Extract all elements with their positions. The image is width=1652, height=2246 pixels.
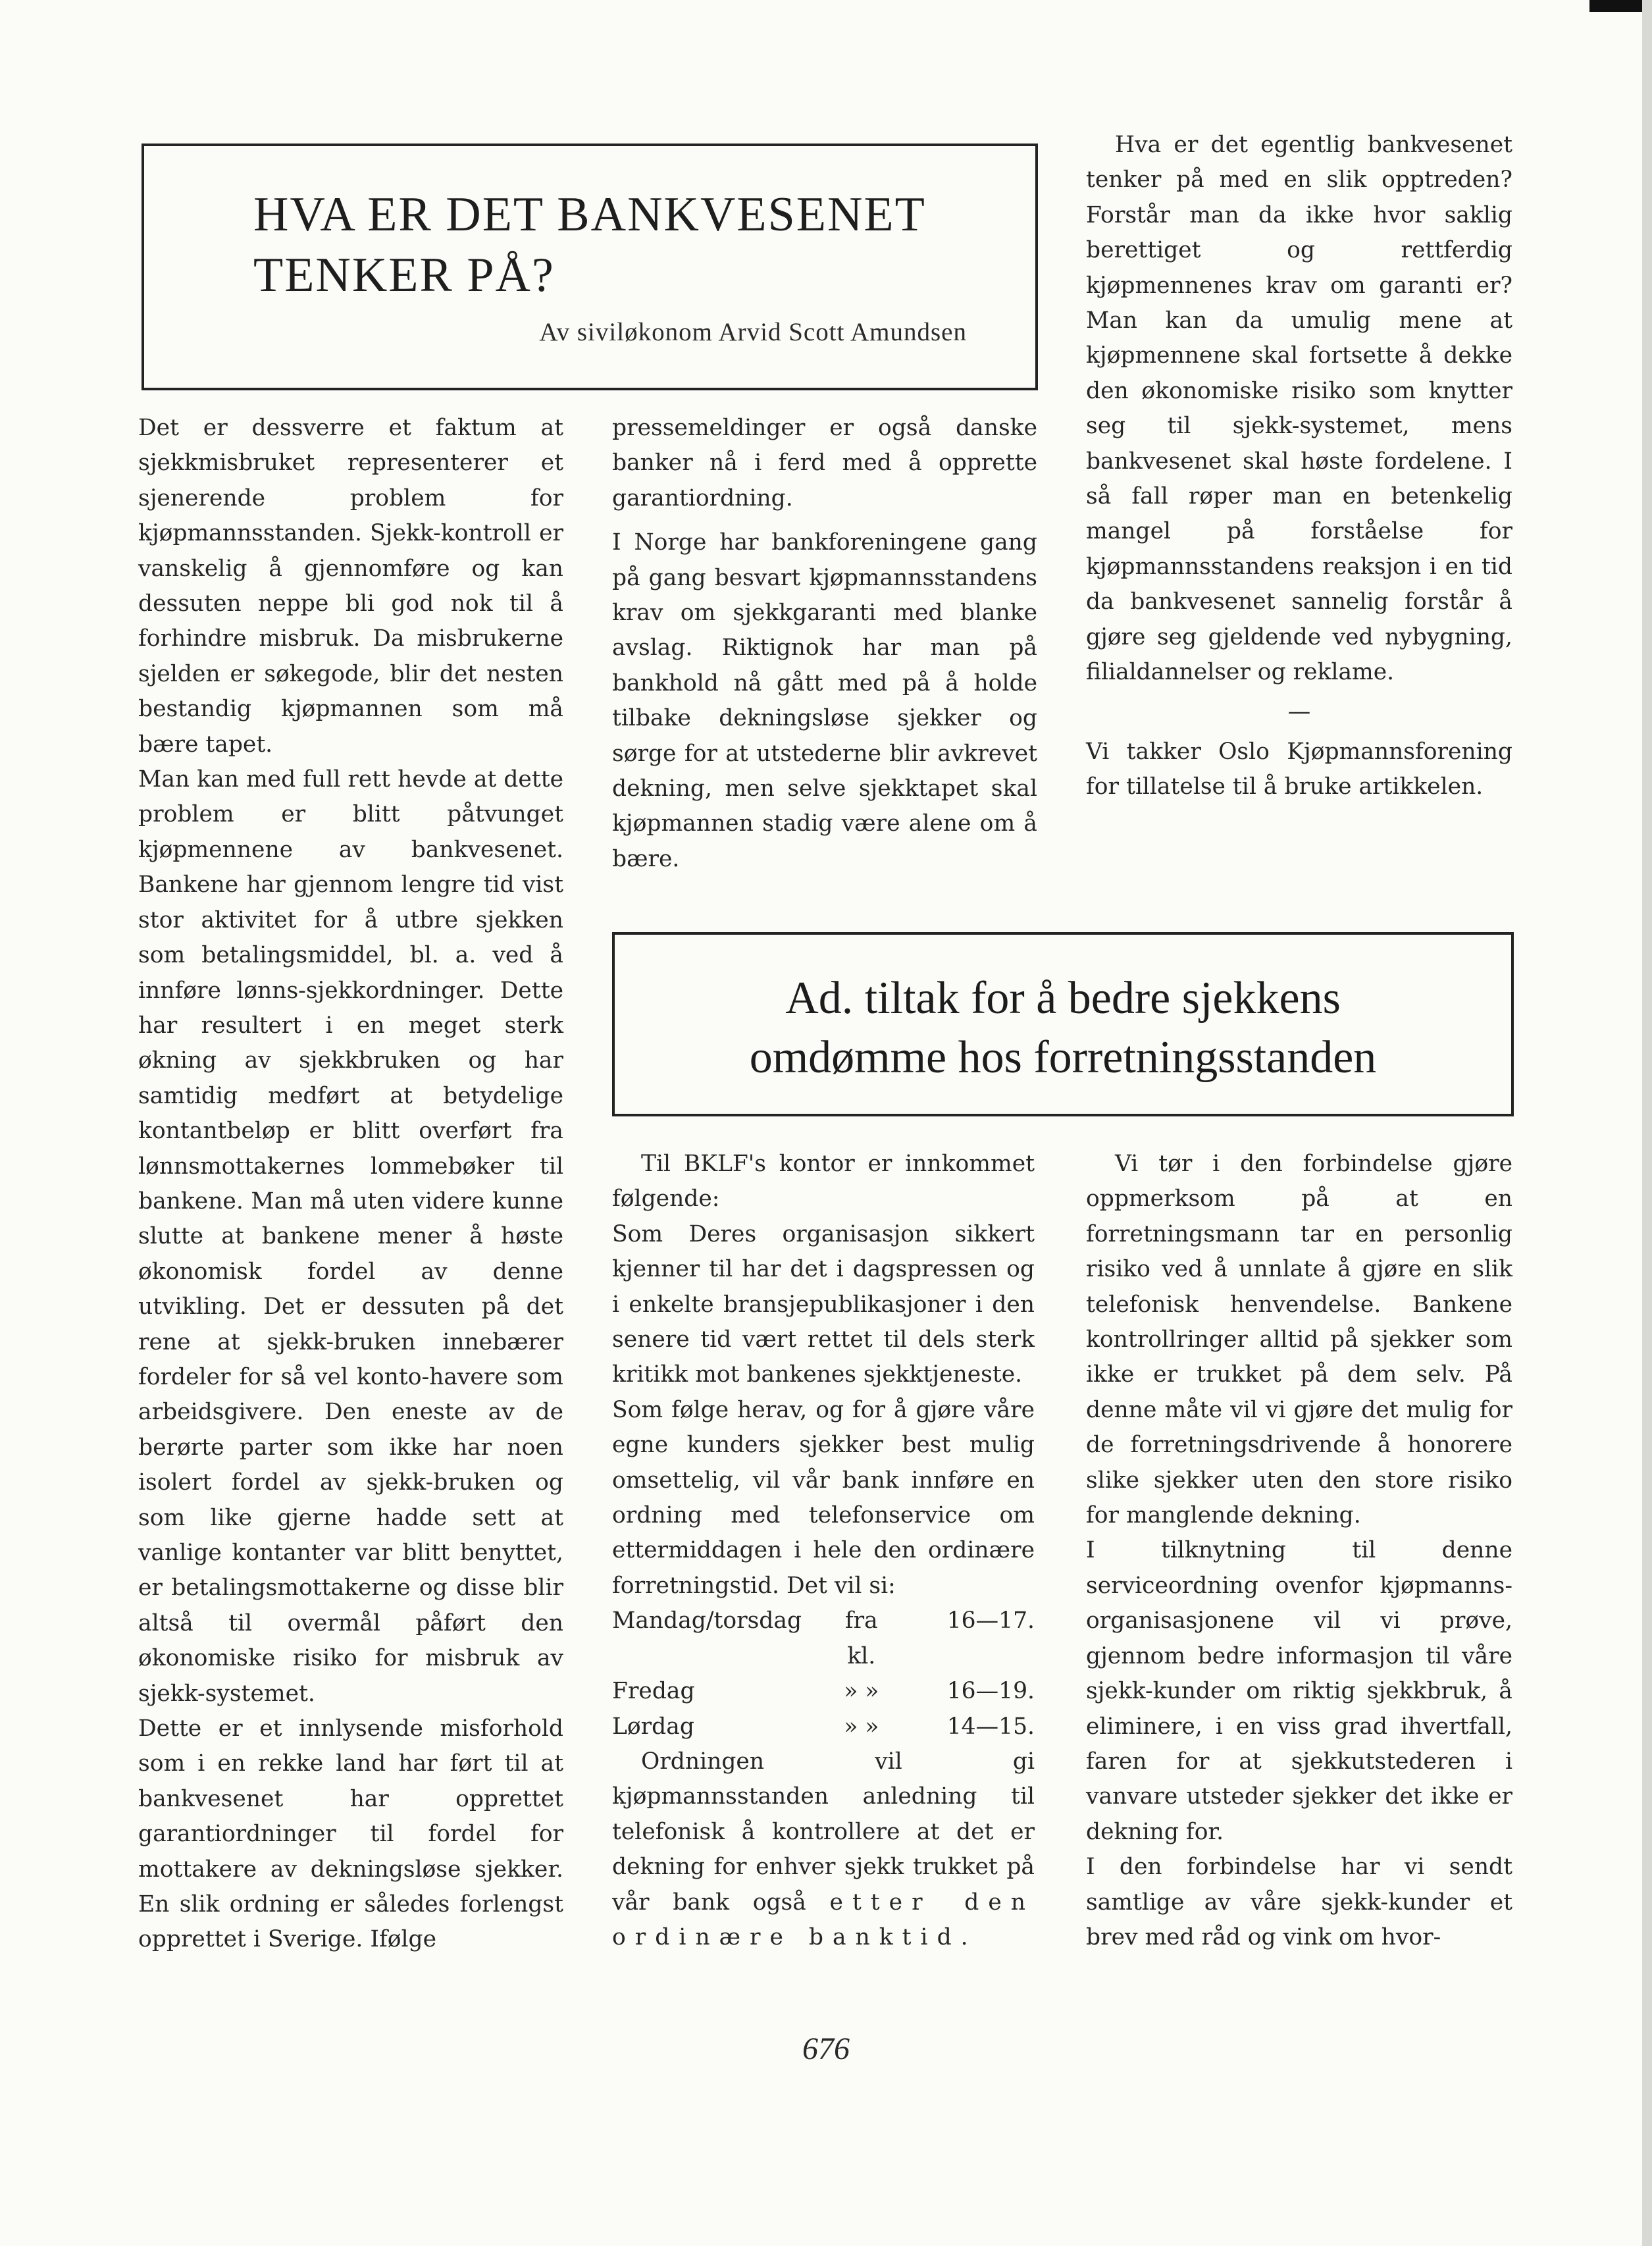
schedule-day: Mandag/torsdag (612, 1607, 802, 1634)
article2-title-line2: omdømme hos forretningsstanden (749, 1032, 1377, 1083)
article2-col2-paragraph: Som Deres organisasjon sikkert kjenner til har det i dagspressen og i enkelte bransjepublikasjoner i den senere tid vært rettet til dels sterk kritikk mot bankenes sjekktjeneste. (612, 1220, 1035, 1388)
article1-closing-note: Vi takker Oslo Kjøpmannsforening for tillatelse til å bruke artikkelen. (1086, 738, 1512, 800)
article1-byline: Av siviløkonom Arvid Scott Amundsen (539, 318, 967, 346)
article1-col1-paragraph: Dette er et innlysende misforhold som i en rekke land har ført til at bankvesenet har opprettet garantiordninger til fordel for mottakere av dekningsløse sjekker. En slik ordning er således forlengst opprettet i Sverige. Ifølge (138, 1715, 563, 1953)
article2-col3-paragraph: I den forbindelse har vi sendt samtlige av våre sjekk-kunder et brev med råd og vink om hvor- (1086, 1854, 1512, 1950)
article1-column-3 (1086, 128, 1512, 805)
schedule-time: 14—15. (946, 1713, 1035, 1740)
article1-header-box (142, 144, 1038, 390)
article2-col3-paragraph: I tilknytning til denne serviceordning ovenfor kjøpmanns-organisasjonene vil vi prøve, gjennom bedre informasjon til våre sjekk-kunder om riktig sjekkbruk, å eliminere, i en viss grad ihvertfall, faren for at sjekkutstederen i vanvare utsteder sjekker det ikke er dekning for. (1086, 1537, 1512, 1845)
schedule-day: Fredag (612, 1678, 695, 1705)
article2-title (615, 969, 1511, 1087)
schedule-row (612, 1674, 1035, 1709)
article1-col2-paragraph: I Norge har bankforeningene gang på gang besvart kjøpmannsstandens krav om sjekkgaranti med blanke avslag. Riktignok har man på bankhold nå gått med på å holde tilbake dekningsløse sjekker og sørge for at utstederne blir avkrevet dekning, men selve sjekktapet skal kjøpmannen stadig være alene om å bære. (612, 529, 1037, 872)
article2-col2-text: Ordningen vil gi kjøpmannsstanden anledning til telefonisk å kontrollere at det er dekning for enhver sjekk trukket på vår bank også (612, 1748, 1035, 1916)
schedule-mark: » » (844, 1713, 879, 1740)
schedule-mark: » » (844, 1678, 879, 1705)
schedule-mark: fra kl. (844, 1607, 878, 1669)
article1-separator-dash: — (1287, 698, 1311, 725)
article1-title-line2: TENKER PÅ? (253, 248, 555, 302)
article1-col2-paragraph: pressemeldinger er også danske banker nå i ferd med å opprette garantiordning. (612, 415, 1037, 511)
page-number: 676 (802, 2031, 850, 2066)
article1-col1-paragraph: Man kan med full rett hevde at dette problem er blitt påtvunget kjøpmennene av bankvesenet. Bankene har gjennom lengre tid vist stor aktivitet for å utbre sjekken som betalingsmiddel, bl. a. ved å innføre lønns-sjekkordninger. Dette har resultert i en meget sterk økning av sjekkbruken og har samtidig medført at betydelige kontantbeløp er blitt overført fra lønnsmottakernes lommebøker til bankene. Man må uten videre kunne slutte at bankene mener å høste økonomisk fordel av denne utvikling. Det er dessuten på det rene at sjekk-bruken innebærer fordeler for så vel konto-havere som arbeidsgivere. Den eneste av de berørte parter som ikke har noen isolert fordel av sjekk-bruken og som like gjerne hadde sett at vanlige kontanter var blitt benyttet, er betalingsmottakerne og disse blir altså til overmål påført den økonomiske risiko for misbruk av sjekk-systemet. (138, 766, 563, 1707)
article2-col2-paragraph (612, 1744, 1035, 1955)
article2-column-3 (1086, 1147, 1512, 1955)
schedule-time: 16—17. (946, 1607, 1035, 1634)
article1-column-1 (138, 411, 563, 1958)
article2-col2-paragraph: Som følge herav, og for å gjøre våre egne kunders sjekker best mulig omsettelig, vil vår bank innføre en ordning med telefonservice om ettermiddagen i hele den ordinære forretningstid. Det vil si: (612, 1396, 1035, 1599)
article1-column-2 (612, 411, 1037, 877)
article1-title (253, 184, 1010, 305)
article2-col3-paragraph: Vi tør i den forbindelse gjøre oppmerksom på at en forretningsmann tar en personlig risiko ved å unnlate å gjøre en slik telefonisk henvendelse. Bankene kontrollringer alltid på sjekker som ikke er trukket på dem selv. På denne måte vil vi gjøre det mulig for de forretningsdrivende å honorere slike sjekker uten den store risiko for manglende dekning. (1086, 1151, 1512, 1529)
article2-emphasis-text: etter den ordinære banktid. (612, 1889, 1035, 1950)
article2-col2-paragraph: Til BKLF's kontor er innkommet følgende: (612, 1151, 1035, 1213)
schedule-row (612, 1604, 1035, 1674)
article2-column-2 (612, 1147, 1035, 1955)
scan-edge-right (1642, 0, 1652, 2246)
article1-col3-paragraph: Hva er det egentlig bankvesenet tenker på med en slik opptreden? Forstår man da ikke hvor saklig berettiget og rettferdig kjøpmennenes krav om garanti er? Man kan da umulig mene at kjøpmennene skal fortsette å dekke den økonomiske risiko som knytter seg til sjekk-systemet, mens bankvesenet skal høste fordelene. I så fall røper man en betenkelig mangel på forståelse for kjøpmannsstandens reaksjon i en tid da bankvesenet sannelig forstår å gjøre seg gjeldende ved nybygning, filialdannelser og reklame. (1086, 132, 1512, 686)
schedule-day: Lørdag (612, 1713, 694, 1740)
article2-title-line1: Ad. tiltak for å bedre sjekkens (785, 973, 1341, 1024)
article1-title-line1: HVA ER DET BANKVESENET (253, 188, 926, 242)
schedule-time: 16—19. (946, 1678, 1035, 1705)
article2-header-box (612, 932, 1514, 1116)
article1-col1-paragraph: Det er dessverre et faktum at sjekkmisbruket representerer et sjenerende problem for kjøpmannsstanden. Sjekk-kontroll er vanskelig å gjennomføre og kan dessuten neppe bli god nok til å forhindre misbruk. Da misbrukerne sjelden er søkegode, blir det nesten bestandig kjøpmannen som må bære tapet. (138, 415, 563, 758)
schedule-row (612, 1710, 1035, 1744)
